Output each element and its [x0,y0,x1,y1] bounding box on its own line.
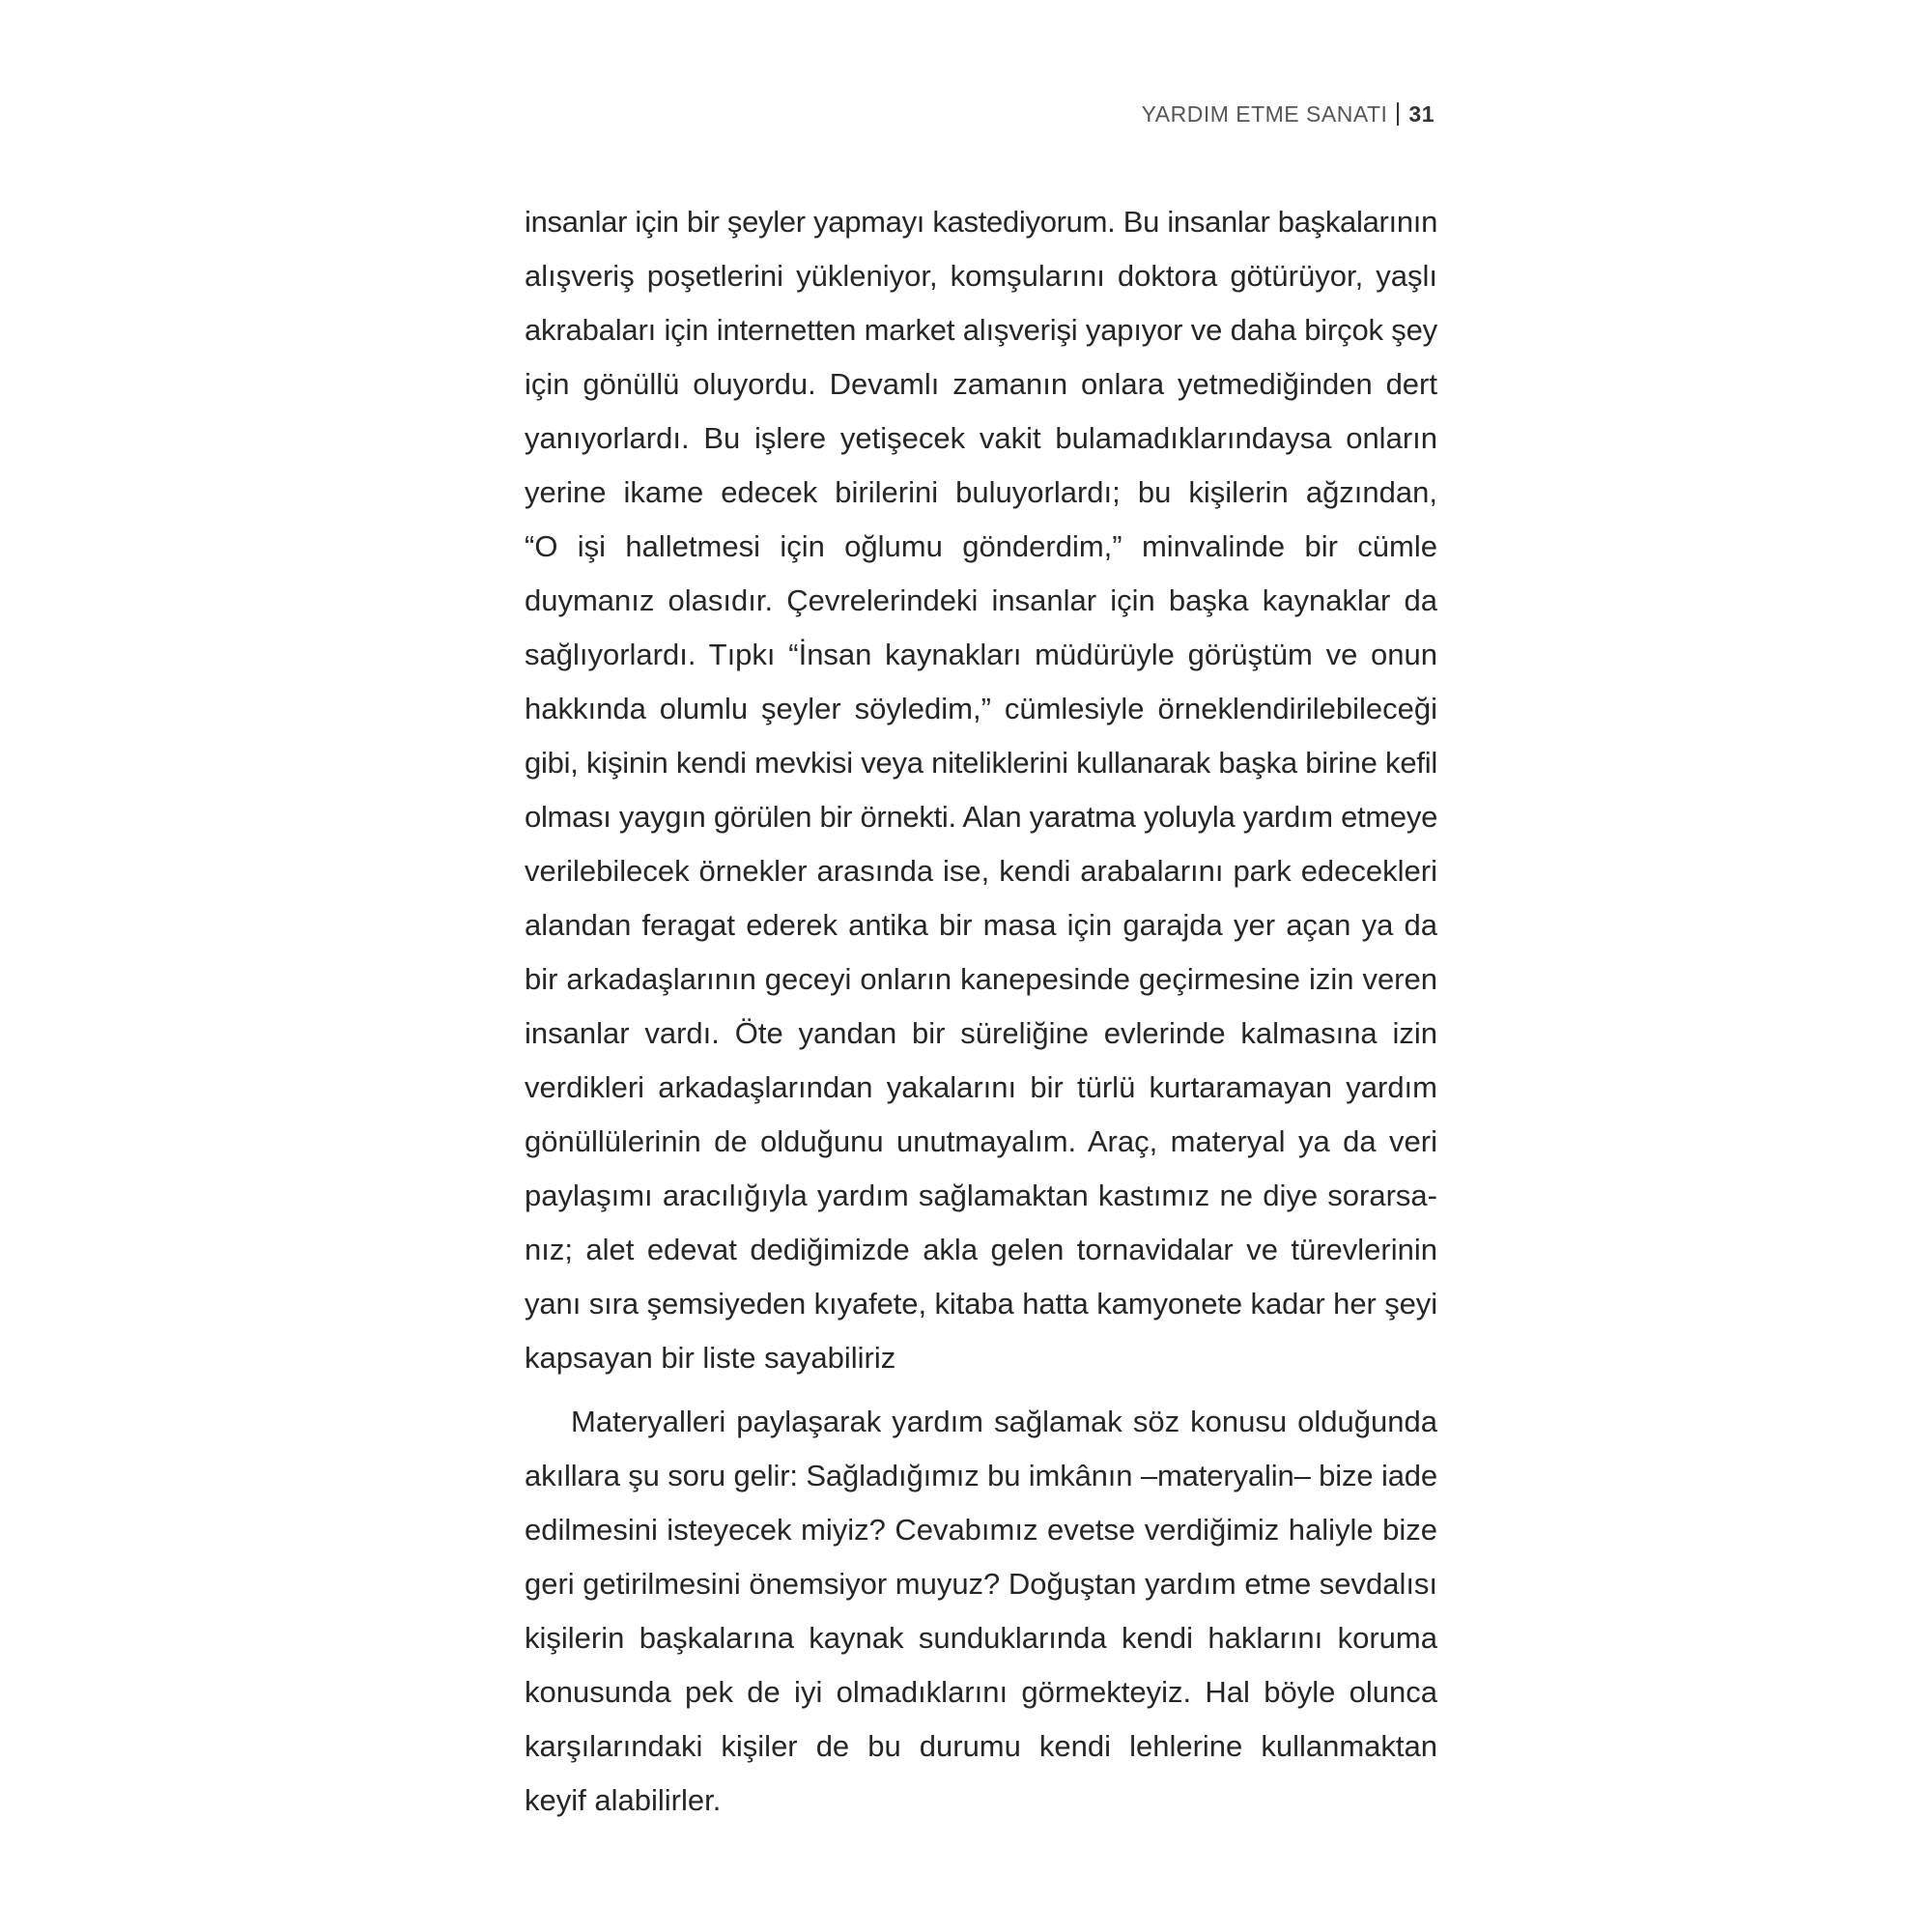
text-line: sağlıyorlardı. Tıpkı “İnsan kaynakları müdürüyle görüştüm ve onun [525,638,1437,671]
text-line: keyif alabilirler. [525,1783,722,1817]
book-title: YARDIM ETME SANATI [1141,101,1388,127]
paragraph-spacer [525,1385,1437,1395]
text-line: gibi, kişinin kendi mevkisi veya niteliklerini kullanarak başka birine kefil [525,746,1437,780]
page-number: 31 [1408,101,1435,127]
text-line: olması yaygın görülen bir örnekti. Alan yaratma yoluyla yardım etmeye [525,800,1438,834]
body-text [525,195,1437,1828]
text-line: yanıyorlardı. Bu işlere yetişecek vakit bulamadıklarındaysa onların [525,421,1437,455]
text-line: nız; alet edevat dediğimizde akla gelen tornavidalar ve türevlerinin [525,1233,1437,1266]
paragraph-1 [525,195,1437,1385]
text-line: yerine ikame edecek birilerini buluyorlardı; bu kişilerin ağzından, [525,475,1437,509]
text-line: duymanız olasıdır. Çevrelerindeki insanlar için başka kaynaklar da [525,583,1437,617]
text-line: Materyalleri paylaşarak yardım sağlamak söz konusu olduğunda [571,1405,1437,1438]
text-line: alışveriş poşetlerini yükleniyor, komşularını doktora götürüyor, yaşlı [525,259,1437,293]
text-line: “O işi halletmesi için oğlumu gönderdim,” minvalinde bir cümle [525,529,1437,563]
text-line: geri getirilmesini önemsiyor muyuz? Doğuştan yardım etme sevdalısı [525,1567,1438,1601]
running-header [1142,99,1435,128]
header-divider [1397,102,1399,126]
text-line: için gönüllü oluyordu. Devamlı zamanın onlara yetmediğinden dert [525,367,1437,401]
text-line: insanlar vardı. Öte yandan bir süreliğine evlerinde kalmasına izin [525,1016,1437,1050]
text-line: verilebilecek örnekler arasında ise, kendi arabalarını park edecekleri [525,854,1437,888]
text-line: akıllara şu soru gelir: Sağladığımız bu imkânın –materyalin– bize iade [525,1459,1438,1492]
text-line: akrabaları için internetten market alışverişi yapıyor ve daha birçok şey [525,313,1437,347]
text-line: konusunda pek de iyi olmadıklarını görmekteyiz. Hal böyle olunca [525,1675,1437,1709]
text-line: bir arkadaşlarının geceyi onların kanepesinde geçirmesine izin veren [525,962,1437,996]
text-line: gönüllülerinin de olduğunu unutmayalım. Araç, materyal ya da veri [525,1124,1437,1158]
text-line: kişilerin başkalarına kaynak sunduklarında kendi haklarını koruma [525,1621,1437,1655]
text-line: karşılarındaki kişiler de bu durumu kendi lehlerine kullanmaktan [525,1729,1437,1763]
text-line: hakkında olumlu şeyler söyledim,” cümlesiyle örneklendirilebileceği [525,692,1437,725]
paragraph-2 [525,1395,1437,1828]
text-line: paylaşımı aracılığıyla yardım sağlamaktan kastımız ne diye sorarsa- [525,1179,1437,1212]
text-line: kapsayan bir liste sayabiliriz [525,1341,896,1375]
text-line: yanı sıra şemsiyeden kıyafete, kitaba hatta kamyonete kadar her şeyi [525,1287,1437,1321]
text-line: verdikleri arkadaşlarından yakalarını bir türlü kurtaramayan yardım [525,1070,1437,1104]
text-line: alandan feragat ederek antika bir masa için garajda yer açan ya da [525,908,1437,942]
text-line: edilmesini isteyecek miyiz? Cevabımız evetse verdiğimiz haliyle bize [525,1513,1437,1547]
text-line: insanlar için bir şeyler yapmayı kastediyorum. Bu insanlar başkalarının [525,205,1438,239]
